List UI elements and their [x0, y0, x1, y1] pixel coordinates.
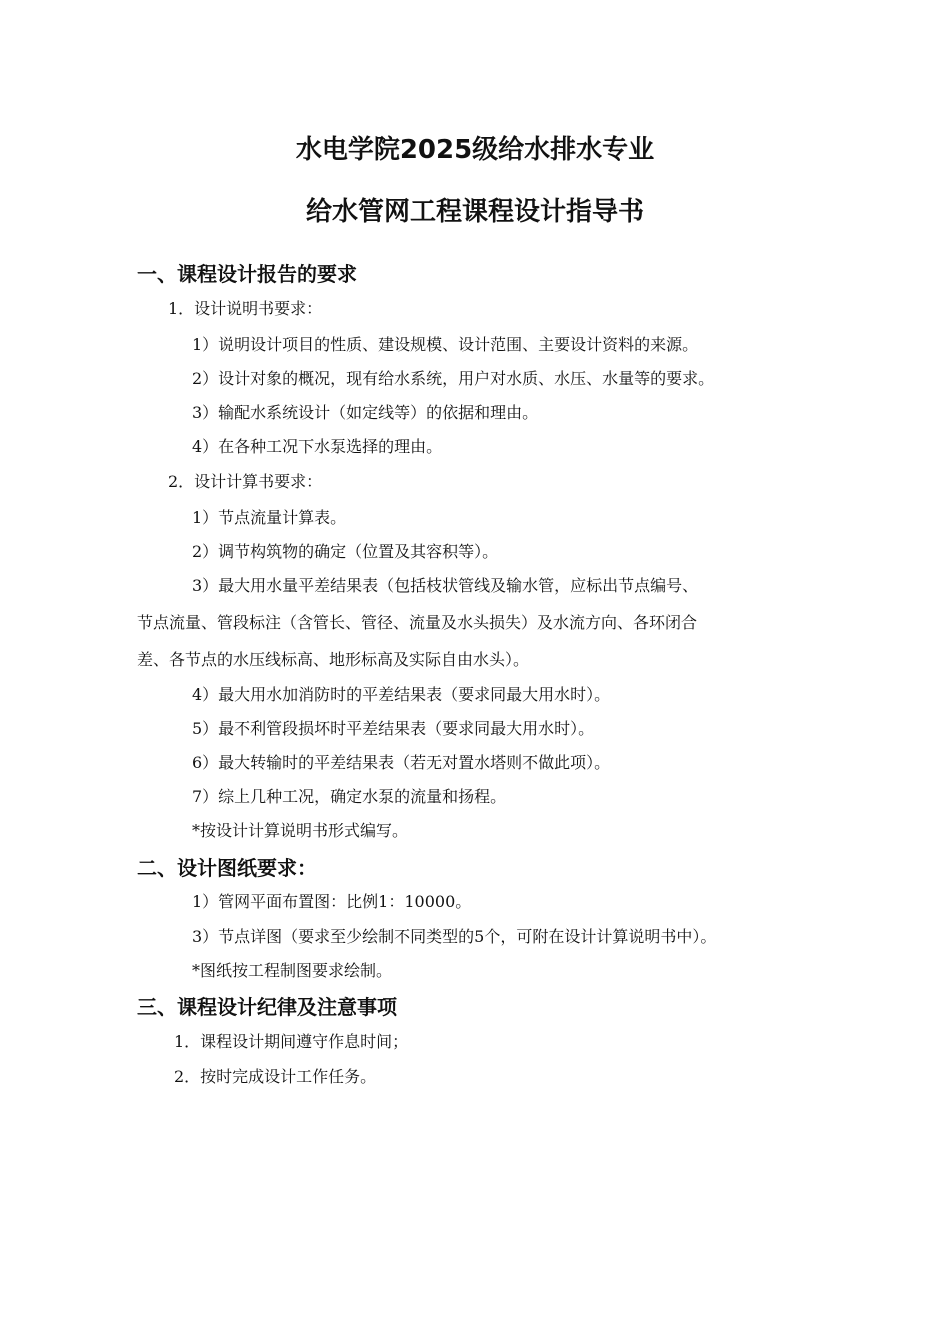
section3-item: 1．课程设计期间遵守作息时间； [174, 1032, 409, 1051]
section1-sub2-item: 6）最大转输时的平差结果表（若无对置水塔则不做此项）。 [192, 753, 611, 772]
section1-sub1-item: 1）说明设计项目的性质、建设规模、设计范围、主要设计资料的来源。 [192, 335, 699, 354]
section2-note: *图纸按工程制图要求绘制。 [192, 961, 393, 980]
section1-sub2-item-continued: 节点流量、管段标注（含管长、管径、流量及水头损失）及水流方向、各环闭合 [137, 613, 698, 632]
section1-sub2-note: *按设计计算说明书形式编写。 [192, 821, 409, 840]
section1-sub2-item: 2）调节构筑物的确定（位置及其容积等）。 [192, 542, 499, 561]
section1-sub2-item: 3）最大用水量平差结果表（包括枝状管线及输水管，应标出节点编号、 [192, 576, 699, 595]
document-title-line1: 水电学院2025级给水排水专业 [295, 135, 655, 165]
section2-item: 1）管网平面布置图：比例1：10000。 [192, 892, 472, 911]
section2-heading: 二、设计图纸要求： [137, 856, 317, 880]
section1-heading: 一、课程设计报告的要求 [137, 262, 357, 286]
section1-sub2-item: 5）最不利管段损坏时平差结果表（要求同最大用水时）。 [192, 719, 595, 738]
section2-item: 3）节点详图（要求至少绘制不同类型的5个，可附在设计计算说明书中）。 [192, 927, 717, 946]
section1-sub2-item: 1）节点流量计算表。 [192, 508, 347, 527]
section1-sub1-item: 4）在各种工况下水泵选择的理由。 [192, 437, 443, 456]
section1-sub2-label: 2．设计计算书要求： [168, 472, 323, 491]
section1-sub2-item-continued: 差、各节点的水压线标高、地形标高及实际自由水头）。 [137, 650, 530, 669]
document-title-line2: 给水管网工程课程设计指导书 [305, 197, 644, 227]
section1-sub2-item: 4）最大用水加消防时的平差结果表（要求同最大用水时）。 [192, 685, 611, 704]
section1-sub1-item: 2）设计对象的概况，现有给水系统，用户对水质、水压、水量等的要求。 [192, 369, 715, 388]
section1-sub1-item: 3）输配水系统设计（如定线等）的依据和理由。 [192, 403, 539, 422]
section3-heading: 三、课程设计纪律及注意事项 [137, 995, 397, 1019]
section3-item: 2．按时完成设计工作任务。 [174, 1067, 377, 1086]
section1-sub1-label: 1．设计说明书要求： [168, 299, 323, 318]
section1-sub2-item: 7）综上几种工况，确定水泵的流量和扬程。 [192, 787, 507, 806]
